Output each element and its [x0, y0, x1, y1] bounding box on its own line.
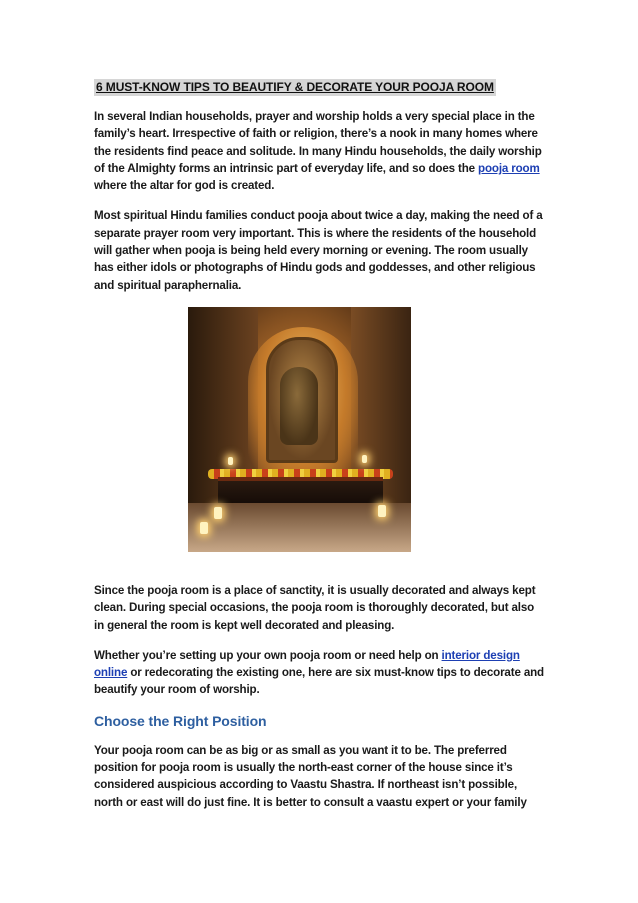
page-title: 6 MUST-KNOW TIPS TO BEAUTIFY & DECORATE YOUR POOJA ROOM — [96, 80, 494, 94]
body-paragraph-4 — [94, 647, 544, 699]
candle — [214, 507, 222, 519]
ganesha-idol — [280, 367, 318, 445]
pooja-room-link[interactable]: pooja room — [478, 161, 540, 175]
candle — [378, 505, 386, 517]
intro-paragraph-1 — [94, 108, 544, 194]
section-paragraph: Your pooja room can be as big or as small as you want it to be. The preferred position for pooja room is usually the north-east corner of the house since it’s considered auspicious according to Vaastu Shastra. If northeast isn’t possible, north or east will do just fine. It is better to consult a vaastu expert or your family — [94, 743, 527, 809]
candle — [200, 522, 208, 534]
intro-p1-text-a: In several Indian households, prayer and worship holds a very special place in the family’s heart. Irrespective of faith or religion, there’s a nook in many homes where the residents find peace and solitude. In many Hindu households, the daily worship of the Almighty forms an intrinsic part of everyday life, and so does the — [94, 110, 542, 175]
interior-design-online-link[interactable]: interior design online — [94, 648, 520, 680]
pooja-room-photo — [188, 307, 411, 552]
body-paragraph-3: Since the pooja room is a place of sanctity, it is usually decorated and always kept clean. During special occasions, the pooja room is thoroughly decorated, but also in general the room is kept well decorated and pleasing. — [94, 583, 536, 632]
intro-paragraph-2: Most spiritual Hindu families conduct pooja about twice a day, making the need of a separate prayer room very important. This is where the residents of the household will gather when pooja is being held every morning or evening. The room usually has either idols or photographs of Hindu gods and goddesses, and other religious and spiritual paraphernalia. — [94, 209, 543, 292]
section-heading: Choose the Right Position — [94, 712, 267, 729]
title-wrap — [94, 78, 544, 96]
document-page — [94, 78, 544, 824]
candle — [362, 455, 367, 463]
body-p4-text-a: Whether you’re setting up your own pooja room or need help on — [94, 648, 442, 662]
intro-p1-text-b: where the altar for god is created. — [94, 179, 275, 193]
candle — [228, 457, 233, 465]
body-p4-text-b: or redecorating the existing one, here are six must-know tips to decorate and beautify your room of worship. — [94, 666, 544, 697]
